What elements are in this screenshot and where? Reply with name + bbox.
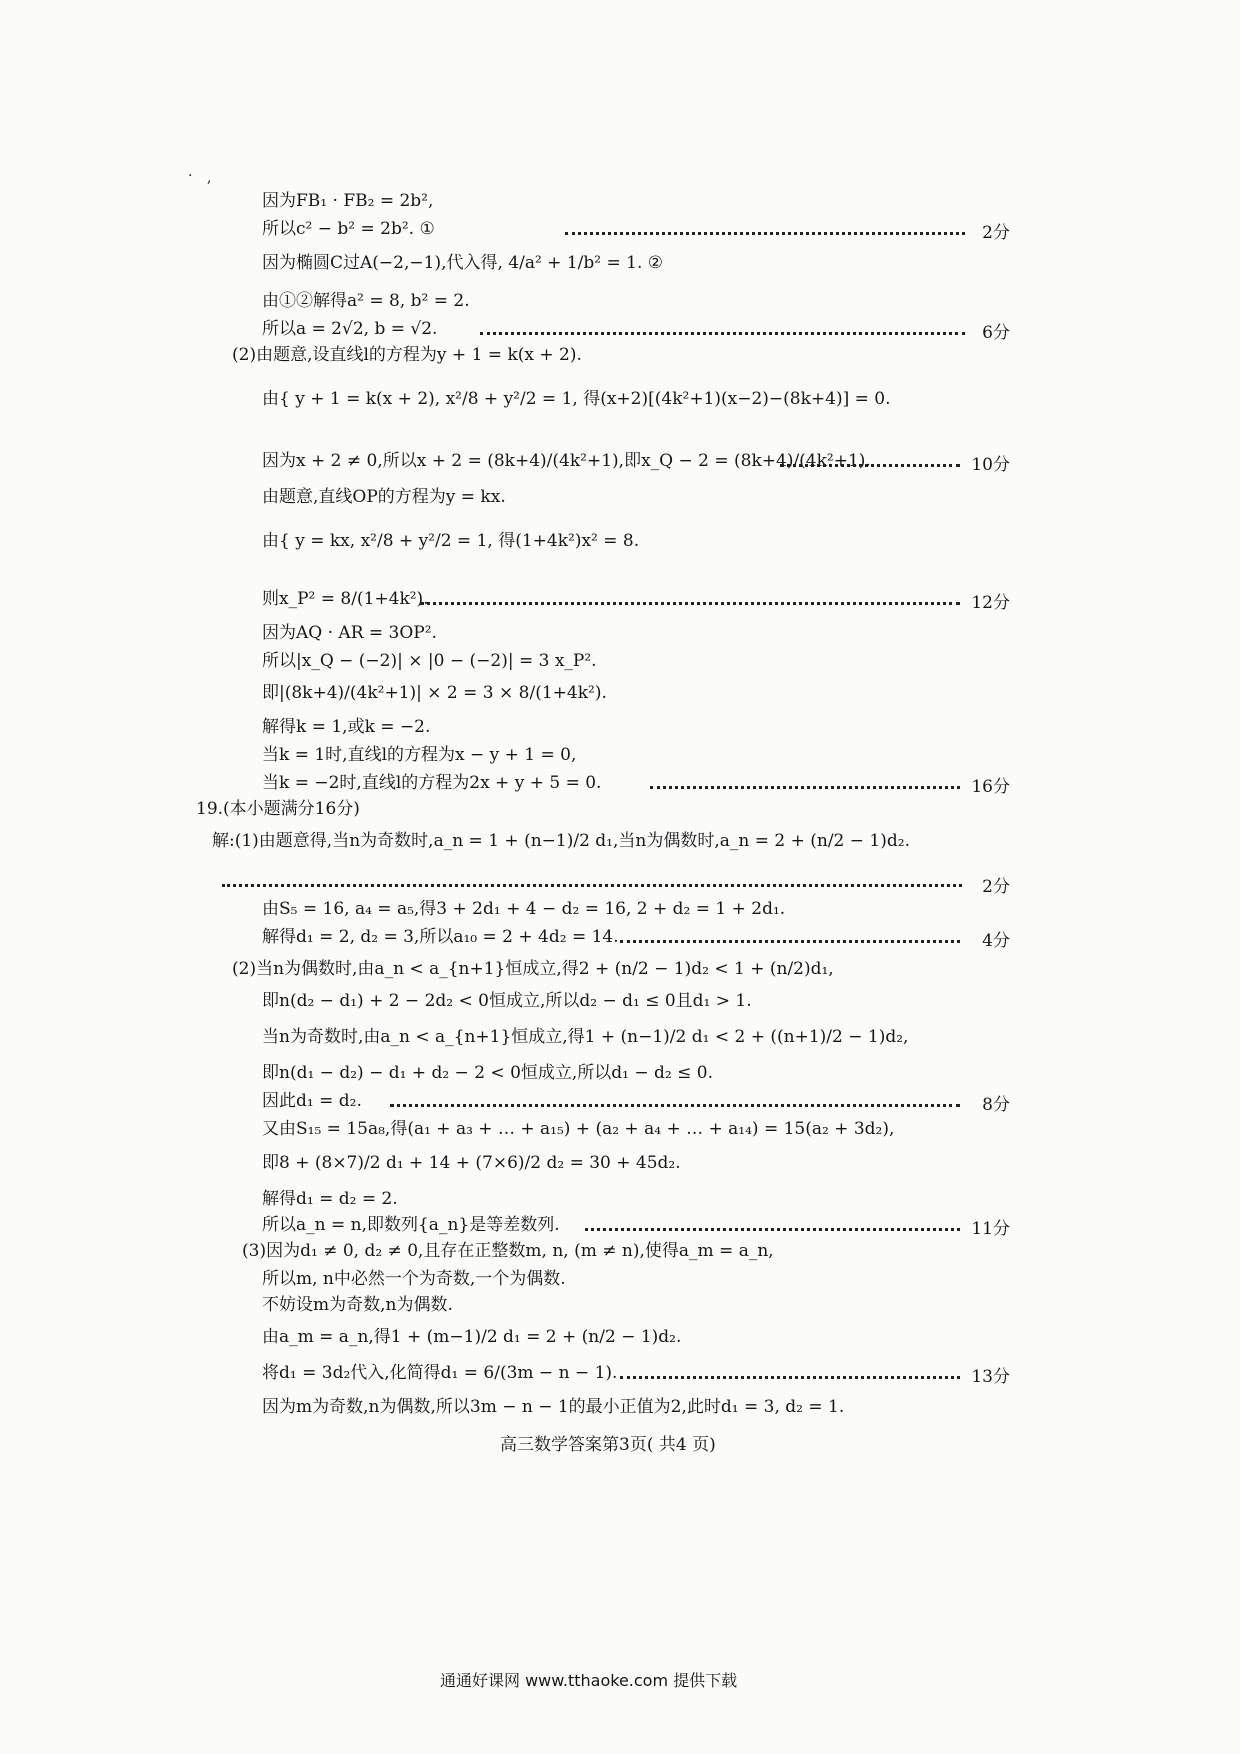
score-16: 16分 <box>971 777 1010 797</box>
line-p1-2: 所以c² − b² = 2b². ① <box>262 219 435 239</box>
score-11: 11分 <box>971 1219 1010 1239</box>
line-p1-4: 由①②解得a² = 8, b² = 2. <box>262 291 470 311</box>
line-p2-4: 由题意,直线OP的方程为y = kx. <box>262 487 506 507</box>
q19-line-13: (3)因为d₁ ≠ 0, d₂ ≠ 0,且存在正整数m, n, (m ≠ n),使得a_m = a_n, <box>242 1241 774 1261</box>
page-footer-label: 高三数学答案第3页( 共4 页) <box>500 1435 716 1455</box>
q19-line-17: 将d₁ = 3d₂代入,化简得d₁ = 6/(3m − n − 1). <box>262 1363 618 1383</box>
score-leader <box>390 1104 960 1107</box>
q19-line-5: 即n(d₂ − d₁) + 2 − 2d₂ < 0恒成立,所以d₂ − d₁ ≤ 0且d₁ > 1. <box>262 991 752 1011</box>
score-leader <box>222 884 962 887</box>
q19-line-16: 由a_m = a_n,得1 + (m−1)/2 d₁ = 2 + (n/2 − 1)d₂. <box>262 1327 682 1347</box>
line-p2-8: 所以|x_Q − (−2)| × |0 − (−2)| = 3 x_P². <box>262 651 597 671</box>
score-10: 10分 <box>971 455 1010 475</box>
score-leader <box>585 1228 960 1231</box>
score-leader <box>420 602 960 605</box>
q19-line-6: 当n为奇数时,由a_n < a_{n+1}恒成立,得1 + (n−1)/2 d₁ < 2 + ((n+1)/2 − 1)d₂, <box>262 1027 909 1047</box>
score-leader <box>620 1376 960 1379</box>
score-2: 2分 <box>982 877 1010 897</box>
q19-line-4: (2)当n为偶数时,由a_n < a_{n+1}恒成立,得2 + (n/2 − 1)d₂ < 1 + (n/2)d₁, <box>232 959 834 979</box>
site-footer: 通通好课网 www.tthaoke.com 提供下载 <box>440 1671 738 1690</box>
q19-line-3: 解得d₁ = 2, d₂ = 3,所以a₁₀ = 2 + 4d₂ = 14. <box>262 927 619 947</box>
score-12: 12分 <box>971 593 1010 613</box>
line-p2-9: 即|(8k+4)/(4k²+1)| × 2 = 3 × 8/(1+4k²). <box>262 683 607 703</box>
score-2: 2分 <box>982 223 1010 243</box>
line-p2-3: 因为x + 2 ≠ 0,所以x + 2 = (8k+4)/(4k²+1),即x_Q − 2 = (8k+4)/(4k²+1). <box>262 451 871 471</box>
line-p2-2: 由{ y + 1 = k(x + 2), x²/8 + y²/2 = 1, 得(x+2)[(4k²+1)(x−2)−(8k+4)] = 0. <box>262 389 891 409</box>
score-leader <box>650 786 960 789</box>
q19-line-11: 解得d₁ = d₂ = 2. <box>262 1189 398 1209</box>
score-6: 6分 <box>982 323 1010 343</box>
scan-speck: , <box>207 170 212 186</box>
scan-speck: · <box>188 168 193 184</box>
score-leader <box>565 232 965 235</box>
score-leader <box>480 332 965 335</box>
line-p2-10: 解得k = 1,或k = −2. <box>262 717 431 737</box>
line-p2-1: (2)由题意,设直线l的方程为y + 1 = k(x + 2). <box>232 345 582 365</box>
q19-line-9: 又由S₁₅ = 15a₈,得(a₁ + a₃ + … + a₁₅) + (a₂ + a₄ + … + a₁₄) = 15(a₂ + 3d₂), <box>262 1119 895 1139</box>
line-p2-7: 因为AQ · AR = 3OP². <box>262 623 437 643</box>
line-p2-12: 当k = −2时,直线l的方程为2x + y + 5 = 0. <box>262 773 602 793</box>
score-13: 13分 <box>971 1367 1010 1387</box>
score-8: 8分 <box>982 1095 1010 1115</box>
score-4: 4分 <box>982 931 1010 951</box>
q19-line-18: 因为m为奇数,n为偶数,所以3m − n − 1的最小正值为2,此时d₁ = 3, d₂ = 1. <box>262 1397 845 1417</box>
line-p2-5: 由{ y = kx, x²/8 + y²/2 = 1, 得(1+4k²)x² = 8. <box>262 531 640 551</box>
line-p2-6: 则x_P² = 8/(1+4k²). <box>262 589 429 609</box>
q19-line-2: 由S₅ = 16, a₄ = a₅,得3 + 2d₁ + 4 − d₂ = 16, 2 + d₂ = 1 + 2d₁. <box>262 899 786 919</box>
q19-line-7: 即n(d₁ − d₂) − d₁ + d₂ − 2 < 0恒成立,所以d₁ − d₂ ≤ 0. <box>262 1063 714 1083</box>
q19-line-12: 所以a_n = n,即数列{a_n}是等差数列. <box>262 1215 560 1235</box>
line-p1-1: 因为FB₁ · FB₂ = 2b², <box>262 191 434 211</box>
q19-line-8: 因此d₁ = d₂. <box>262 1091 362 1111</box>
q19-heading: 19.(本小题满分16分) <box>196 799 360 819</box>
q19-line-14: 所以m, n中必然一个为奇数,一个为偶数. <box>262 1269 566 1289</box>
line-p2-11: 当k = 1时,直线l的方程为x − y + 1 = 0, <box>262 745 577 765</box>
q19-line-1: 解:(1)由题意得,当n为奇数时,a_n = 1 + (n−1)/2 d₁,当n为偶数时,a_n = 2 + (n/2 − 1)d₂. <box>212 831 910 851</box>
line-p1-3: 因为椭圆C过A(−2,−1),代入得, 4/a² + 1/b² = 1. ② <box>262 253 663 273</box>
score-leader <box>780 464 960 467</box>
q19-line-10: 即8 + (8×7)/2 d₁ + 14 + (7×6)/2 d₂ = 30 + 45d₂. <box>262 1153 681 1173</box>
q19-line-15: 不妨设m为奇数,n为偶数. <box>262 1295 453 1315</box>
score-leader <box>620 940 960 943</box>
line-p1-5: 所以a = 2√2, b = √2. <box>262 319 438 339</box>
